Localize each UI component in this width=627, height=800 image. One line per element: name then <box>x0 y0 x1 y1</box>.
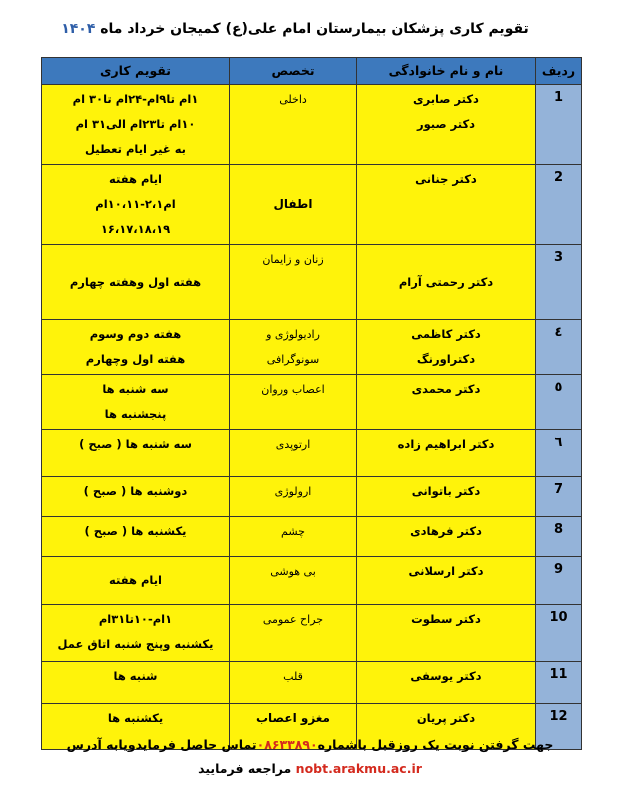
specialty-line: بی هوشی <box>270 565 316 578</box>
work-schedule-line: ۱۶،۱۷،۱۸،۱۹ <box>100 222 171 236</box>
specialty <box>230 85 357 165</box>
work-schedule-line: ۱۰ام تا۲۳ام الی۳۱ ام <box>75 117 196 131</box>
doctor-name-line: دکتر کاظمی <box>411 327 481 341</box>
doctor-name <box>357 605 536 662</box>
row-number: 10 <box>536 605 582 662</box>
specialty-line: چشم <box>281 525 305 538</box>
work-schedule <box>42 605 230 662</box>
row-number: ٤ <box>536 320 582 375</box>
table-row <box>42 375 582 430</box>
footer-line-2 <box>30 757 590 781</box>
title-text: تقویم کاری پزشکان بیمارستان امام علی(ع) کمیجان خرداد ماه <box>100 21 529 37</box>
footer-text-c: مراجعه فرمایید <box>198 761 292 776</box>
row-number: ٦ <box>536 430 582 477</box>
work-schedule-line: هفته اول وچهارم <box>85 352 186 366</box>
work-schedule-line: ایام هفته <box>109 573 162 587</box>
table-row <box>42 320 582 375</box>
header-row-number: ردیف <box>536 58 582 85</box>
page-title <box>60 16 530 42</box>
specialty-line: زنان و زایمان <box>262 253 324 266</box>
doctor-name <box>357 517 536 557</box>
specialty-line: اطفال <box>273 197 313 211</box>
work-schedule <box>42 320 230 375</box>
doctor-name-line: دکتر محمدی <box>411 382 481 396</box>
doctor-name-line: دکتر صبور <box>416 117 476 131</box>
title-year: ۱۴۰۴ <box>61 21 96 37</box>
table-header-row <box>42 58 582 85</box>
doctor-name <box>357 477 536 517</box>
work-schedule <box>42 477 230 517</box>
work-schedule <box>42 375 230 430</box>
footer-text-a: جهت گرفتن نوبت یک روزقبل باشماره <box>317 737 554 752</box>
doctor-name <box>357 375 536 430</box>
table-row <box>42 430 582 477</box>
doctor-name <box>357 662 536 704</box>
specialty <box>230 320 357 375</box>
work-schedule-line: هفته دوم وسوم <box>89 327 182 341</box>
doctor-name-line: دکتر ارسلانی <box>408 564 484 578</box>
table-row <box>42 85 582 165</box>
doctor-name <box>357 165 536 245</box>
footer-note <box>30 733 590 781</box>
website-link[interactable]: nobt.arakmu.ac.ir <box>295 761 422 776</box>
doctor-name <box>357 430 536 477</box>
specialty <box>230 430 357 477</box>
doctor-name <box>357 245 536 320</box>
row-number: 12 <box>536 704 582 750</box>
row-number: 2 <box>536 165 582 245</box>
table-row <box>42 605 582 662</box>
doctor-name-line: دکتر باتوانی <box>411 484 481 498</box>
phone-number: ۰۸۶۳۳۸۹۰ <box>256 737 318 752</box>
row-number: 7 <box>536 477 582 517</box>
specialty <box>230 557 357 605</box>
work-schedule <box>42 245 230 320</box>
footer-line-1 <box>30 733 590 757</box>
table-row <box>42 245 582 320</box>
specialty-line: داخلی <box>279 93 307 106</box>
doctor-name-line: دکتر سطوت <box>411 612 481 626</box>
specialty-line: جراح عمومی <box>262 613 324 626</box>
row-number: 9 <box>536 557 582 605</box>
table-body <box>42 85 582 750</box>
doctor-name-line: دکتر صابری <box>413 92 479 106</box>
work-schedule-line: یکشنبه ها <box>107 711 164 725</box>
row-number: 3 <box>536 245 582 320</box>
table-row <box>42 557 582 605</box>
doctor-name <box>357 85 536 165</box>
specialty <box>230 245 357 320</box>
work-schedule-line: سه شنبه ها <box>102 382 169 396</box>
work-schedule-line: سه شنبه ها ( صبح ) <box>79 437 192 451</box>
work-schedule-line: ام۲،۱-۱۰،۱۱ام <box>95 197 176 211</box>
doctor-name-line: دکتراورنگ <box>416 352 476 366</box>
table-row <box>42 662 582 704</box>
specialty-line: قلب <box>283 670 303 683</box>
work-schedule-line: به غیر ایام تعطیل <box>85 142 186 156</box>
work-schedule <box>42 517 230 557</box>
header-specialty: تخصص <box>230 58 357 85</box>
work-schedule-line: هفته اول وهفته چهارم <box>69 274 202 289</box>
header-schedule: تقویم کاری <box>42 58 230 85</box>
doctor-name <box>357 557 536 605</box>
specialty-line: سونوگرافی <box>266 353 320 366</box>
table-row <box>42 477 582 517</box>
doctor-name-line: دکتر فرهادی <box>410 524 482 538</box>
footer-text-b: تماس حاصل فرمایدویابه آدرس <box>66 737 257 752</box>
doctor-name-line: دکتر یوسفی <box>410 669 482 683</box>
specialty <box>230 517 357 557</box>
header-name: نام و نام خانوادگی <box>357 58 536 85</box>
work-schedule-line: پنجشنبه ها <box>104 407 167 421</box>
row-number: 11 <box>536 662 582 704</box>
schedule-table <box>41 57 582 750</box>
table-row <box>42 165 582 245</box>
specialty-line: ارولوژی <box>274 485 312 498</box>
work-schedule-line: شنبه ها <box>113 669 158 683</box>
work-schedule-line: ایام هفته <box>109 172 162 186</box>
work-schedule <box>42 662 230 704</box>
row-number: 1 <box>536 85 582 165</box>
table-row <box>42 517 582 557</box>
specialty-line: اعصاب وروان <box>261 383 325 396</box>
work-schedule <box>42 165 230 245</box>
specialty <box>230 375 357 430</box>
work-schedule-line: دوشنبه ها ( صبح ) <box>83 484 188 498</box>
specialty <box>230 165 357 245</box>
specialty-line: مغزو اعصاب <box>255 711 330 725</box>
work-schedule-line: یکشنبه ها ( صبح ) <box>84 524 187 538</box>
doctor-name-line: دکتر جنانی <box>415 172 477 186</box>
work-schedule-line: ۱ام تا۹ام-۲۴ام تا۳۰ ام <box>72 92 199 106</box>
work-schedule <box>42 85 230 165</box>
work-schedule-line: یکشنبه وپنج شنبه اتاق عمل <box>57 637 214 651</box>
work-schedule <box>42 557 230 605</box>
specialty <box>230 477 357 517</box>
specialty-line: رادیولوژی و <box>266 328 320 341</box>
specialty <box>230 662 357 704</box>
doctor-name-line: دکتر پریان <box>416 711 476 725</box>
specialty-line: ارتوپدی <box>275 438 311 451</box>
doctor-name <box>357 320 536 375</box>
row-number: ٥ <box>536 375 582 430</box>
work-schedule-line: ۱ام-۱۰تا۳۱ام <box>98 612 173 626</box>
specialty <box>230 605 357 662</box>
work-schedule <box>42 430 230 477</box>
row-number: 8 <box>536 517 582 557</box>
doctor-name-line: دکتر ابراهیم زاده <box>397 437 495 451</box>
doctor-name-line: دکتر رحمتی آرام <box>398 274 494 289</box>
